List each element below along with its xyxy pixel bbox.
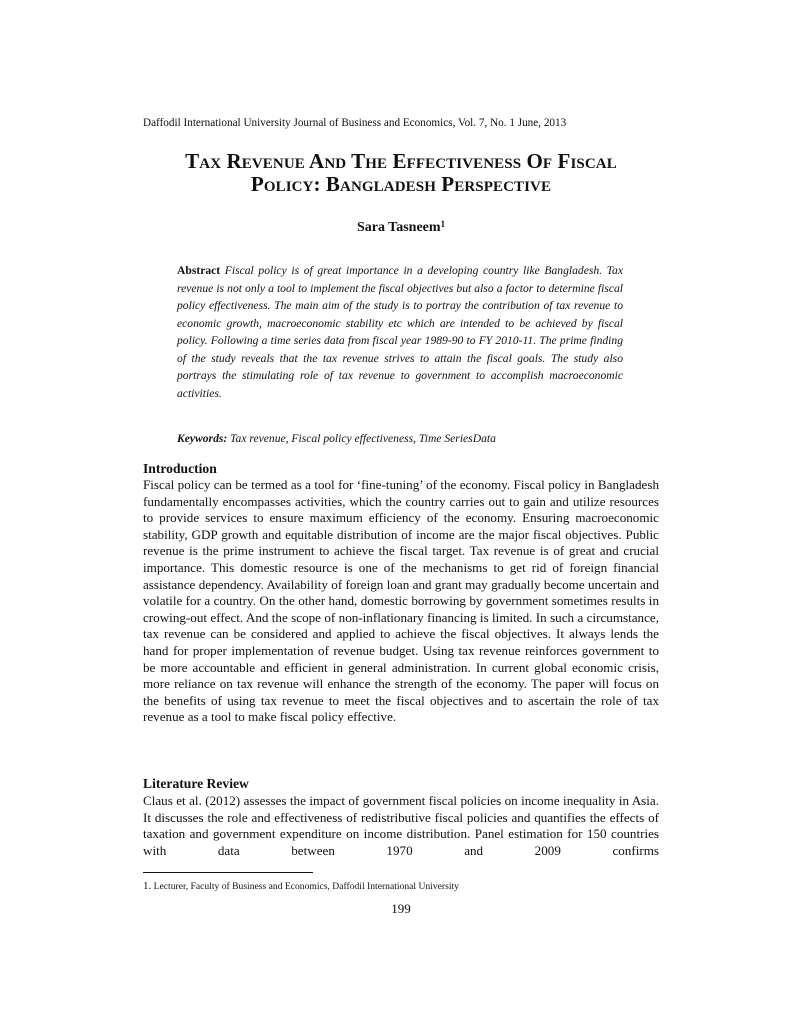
journal-header: Daffodil International University Journal of Business and Economics, Vol. 7, No. 1 June, 2013 — [143, 117, 567, 129]
footnote — [143, 880, 663, 893]
abstract — [177, 262, 623, 402]
paper-title-line-1: Tax Revenue And The Effectiveness Of Fiscal — [185, 149, 617, 173]
introduction-body: Fiscal policy can be termed as a tool for ‘fine-tuning’ of the economy. Fiscal policy in Bangladesh fundamentally encompasses activities, which the country carries out to gain and utilize resources to provide services to ensure maximum efficiency of the economy. Ensuring macroeconomic stability, GDP growth and equitable distribution of income are the major fiscal objectives. Public revenue is the prime instrument to achieve the fiscal target. Tax revenue is of great and crucial importance. This domestic resource is one of the mechanisms to get rid of foreign financial assistance dependency. Availability of foreign loan and grant may gradually become uncertain and volatile for a country. On the other hand, domestic borrowing by government sometimes results in crowing-out effect. And the scope of non-inflationary financing is limited. In such a circumstance, tax revenue can be considered and applied to achieve the fiscal objectives. It always lends the hand for proper implementation of revenue budget. Using tax revenue reinforces government to be more accountable and efficient in general administration. In current global economic crisis, more reliance on tax revenue will enhance the strength of the economy. The paper will focus on the benefits of using tax revenue to meet the fiscal objectives and to ascertain the role of tax revenue as a tool to make fiscal policy effective. — [143, 477, 659, 725]
keywords-text: Tax revenue, Fiscal policy effectiveness, Time SeriesData — [230, 432, 496, 445]
footnote-divider — [143, 872, 313, 873]
keywords — [177, 430, 623, 447]
footnote-text: Lecturer, Faculty of Business and Economics, Daffodil International University — [153, 881, 459, 892]
introduction-heading: Introduction — [143, 461, 217, 476]
paper-title — [143, 150, 659, 196]
author-footnote-mark: 1 — [440, 219, 446, 229]
abstract-text: Fiscal policy is of great importance in a developing country like Bangladesh. Tax revenue is not only a tool to implement the fiscal objectives but also a factor to determine fiscal policy effectiveness. The main aim of the study is to portray the contribution of tax revenue to economic growth, macroeconomic stability etc which are intended to be achieved by fiscal policy. Following a time series data from fiscal year 1989-90 to FY 2010-11. The prime finding of the study reveals that the tax revenue strives to attain the fiscal goals. The study also portrays the stimulating role of tax revenue to government to accomplish macroeconomic activities. — [177, 264, 624, 400]
footnote-number: 1. — [143, 880, 152, 892]
author-name: Sara Tasneem — [356, 220, 441, 235]
author-byline — [143, 219, 659, 236]
abstract-label: Abstract — [177, 264, 221, 277]
page-number: 199 — [391, 901, 411, 916]
paper-title-line-2: Policy: Bangladesh Perspective — [250, 172, 552, 196]
literature-review-body: Claus et al. (2012) assesses the impact of government fiscal policies on income inequality in Asia. It discusses the role and effectiveness of redistributive fiscal policies and quantifies the effects of taxation and government expenditure on income distribution. Panel estimation for 150 countries with data between 1970 and 2009 confirms — [143, 793, 659, 858]
keywords-label: Keywords: — [177, 432, 228, 445]
literature-review-heading: Literature Review — [143, 776, 249, 791]
